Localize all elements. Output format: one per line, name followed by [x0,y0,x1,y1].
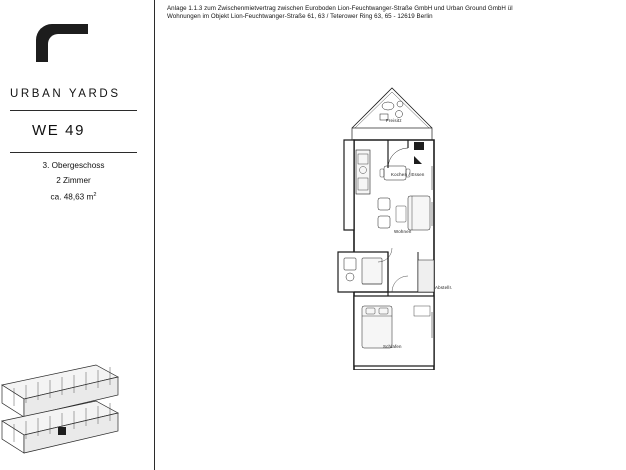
room-label-storage: Abstellr. [435,285,453,290]
room-label-living: Wohnen [394,229,412,234]
unit-area-unit-exponent: 2 [93,192,97,198]
room-label-freisitz: Freisitz [386,118,402,123]
divider-below-unit-title [10,152,137,153]
logo-shape-inner [48,34,88,62]
urban-yards-logo-icon [36,24,90,64]
header-note-line-1: Anlage 1.1.3 zum Zwischenmietvertrag zwischen Euroboden Lion-Feuchtwanger-Straße GmbH und Urban Ground GmbH ül [167,5,513,12]
room-label-kitchen-dining: Kochen / Essen [391,172,425,177]
page-title: WE 49 [32,122,86,139]
header-note [167,5,622,22]
unit-floor: 3. Obergeschoss [42,161,105,170]
brand-name: URBAN YARDS [10,88,121,100]
room-label-bedroom: Schlafen [383,344,402,349]
vertical-divider [154,0,155,470]
unit-rooms: 2 Zimmer [56,176,91,185]
unit-area-value: ca. 48,63 m [50,192,94,202]
header-note-line-2: Wohnungen im Objekt Lion-Feuchtwanger-Straße 61, 63 / Teterower Ring 63, 65 - 12619 Berlin [167,13,433,21]
unit-meta [10,158,137,205]
divider-above-unit-title [10,110,137,111]
floor-plan-drawing [330,70,470,370]
building-massing-diagram [0,355,154,470]
unit-area [10,188,137,205]
